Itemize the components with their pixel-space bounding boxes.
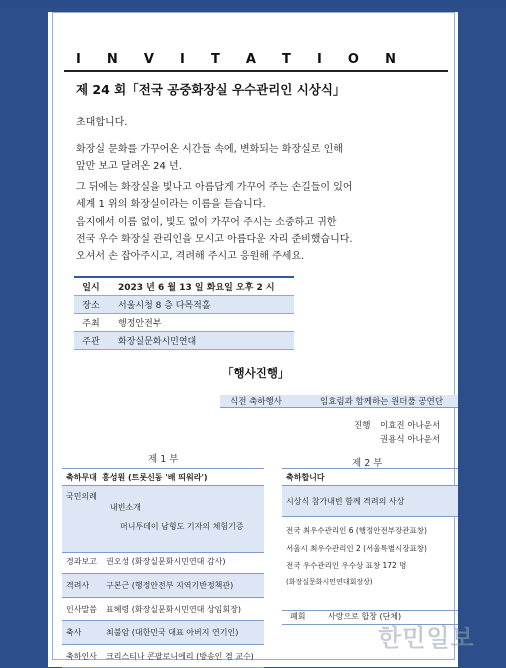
part1-heading: 제 1 부 bbox=[148, 454, 179, 465]
info-key: 장소 bbox=[82, 301, 100, 311]
top-frame bbox=[0, 0, 506, 8]
letter: T bbox=[210, 52, 220, 67]
letter: A bbox=[245, 52, 256, 67]
info-value: 2023 년 6 월 13 일 화요일 오후 2 시 bbox=[118, 283, 275, 293]
mc-name: 권용식 아나운서 bbox=[380, 435, 441, 445]
body-line: 음지에서 이름 없이, 빛도 없이 가꾸어 주시는 소중하고 귀한 bbox=[76, 217, 337, 228]
part1-row bbox=[62, 598, 264, 621]
letter: O bbox=[347, 52, 359, 67]
row-value: 최불암 (대한민국 대표 아버지 연기인) bbox=[106, 628, 239, 637]
heading-rule bbox=[64, 70, 448, 72]
letter: I bbox=[76, 52, 81, 67]
part2-headline bbox=[282, 468, 458, 486]
part1-headline bbox=[62, 468, 264, 486]
info-row-organizer bbox=[74, 332, 294, 350]
row-value: 시상식 참가내빈 함께 격려의 사상 bbox=[286, 497, 405, 506]
event-title: 제 24 회「전국 공중화장실 우수관리인 시상식」 bbox=[76, 82, 346, 97]
pre-event-label: 식전 축하행사 bbox=[230, 397, 282, 407]
info-value: 화장실문화시민연대 bbox=[118, 337, 197, 347]
row-key: 인사말씀 bbox=[66, 605, 97, 614]
program-title: 「행사진행」 bbox=[222, 366, 290, 380]
row-key: 국민의례 bbox=[66, 492, 97, 501]
row-value: 머니투데이 남형도 기자의 체험기증 bbox=[120, 522, 244, 531]
letter: I bbox=[180, 52, 185, 67]
row-key: 축사 bbox=[66, 628, 82, 637]
info-key: 일시 bbox=[82, 283, 100, 293]
info-row-place bbox=[74, 296, 294, 314]
pre-event-value: 임효림과 함께하는 원더풀 공연단 bbox=[320, 397, 444, 407]
letter: N bbox=[106, 52, 118, 67]
row-value: 축하합니다 bbox=[286, 473, 325, 482]
part1-row bbox=[62, 553, 264, 574]
greeting: 초대합니다. bbox=[76, 117, 128, 128]
pre-event-row bbox=[220, 395, 458, 408]
info-row-date bbox=[74, 276, 294, 296]
info-key: 주최 bbox=[82, 319, 100, 329]
mc-label: 진행 bbox=[354, 421, 371, 431]
row-value: 권오성 (화장실문화시민연대 감사) bbox=[106, 557, 226, 566]
row-key: 축하무대 bbox=[66, 473, 97, 482]
award-line: (화장실문화시민연대회장상) bbox=[286, 578, 373, 586]
letter: V bbox=[143, 52, 154, 67]
part2-award-row bbox=[282, 486, 458, 517]
info-row-host bbox=[74, 314, 294, 332]
part1-row bbox=[62, 621, 264, 645]
info-value: 행정안전부 bbox=[118, 319, 162, 329]
row-key: 축하인사 bbox=[66, 652, 97, 661]
part2-heading: 제 2 부 bbox=[352, 458, 383, 469]
award-line: 전국 최우수관리인 6 (행정안전부장관표창) bbox=[286, 526, 427, 535]
closing-key: 폐회 bbox=[290, 612, 306, 621]
body-line: 오셔서 손 잡아주시고, 격려해 주시고 응원해 주세요. bbox=[76, 251, 305, 262]
letter: T bbox=[282, 52, 291, 67]
row-value: 구본근 (행정안전부 지역기반정책관) bbox=[106, 581, 234, 590]
part2-table bbox=[282, 468, 458, 603]
mc-name: 이효진 아나운서 bbox=[380, 421, 441, 431]
body-line: 세계 1 위의 화장실이라는 이름을 듣습니다. bbox=[76, 199, 266, 210]
body-line: 앞만 보고 달려온 24 년. bbox=[76, 161, 182, 172]
row-key: 격려사 bbox=[66, 581, 90, 590]
body-line: 그 뒤에는 화장실을 빛나고 아름답게 가꾸어 주는 손길들이 있어 bbox=[76, 182, 353, 193]
event-info-table bbox=[74, 276, 294, 350]
row-value: 홍성원 (트롯신동 '배 띄워라') bbox=[102, 473, 208, 482]
part1-row bbox=[62, 645, 264, 668]
row-value: 크리스티나 콘팔로니에리 (방송인 겸 교수) bbox=[106, 652, 254, 661]
letter: N bbox=[385, 52, 396, 67]
row-value: 내빈소개 bbox=[110, 503, 141, 512]
body-line: 화장실 문화를 가꾸어온 시간들 속에, 변화되는 화장실로 인해 bbox=[76, 144, 343, 155]
info-key: 주관 bbox=[82, 337, 100, 347]
row-value: 표혜령 (화장실문화시민연대 상임회장) bbox=[106, 605, 241, 614]
closing-value: 사랑으로 합창 (단체) bbox=[328, 612, 402, 621]
letter: I bbox=[317, 52, 322, 67]
part1-row bbox=[62, 574, 264, 598]
body-line: 전국 우수 화장실 관리인을 모시고 아름다운 자리 준비했습니다. bbox=[76, 234, 353, 245]
award-line: 서울시 최우수관리인 2 (서울특별시장표창) bbox=[286, 544, 427, 553]
row-key: 경과보고 bbox=[66, 557, 97, 566]
invitation-heading bbox=[76, 52, 396, 67]
info-value: 서울시청 8 층 다목적홀 bbox=[118, 301, 211, 311]
part2-award-list bbox=[282, 517, 458, 603]
award-line: 전국 우수관리인 우수상 표창 172 명 bbox=[286, 561, 407, 570]
part1-ceremony-block bbox=[62, 486, 264, 553]
part1-table bbox=[62, 468, 264, 668]
newspaper-watermark: 한민일보 bbox=[378, 624, 475, 652]
